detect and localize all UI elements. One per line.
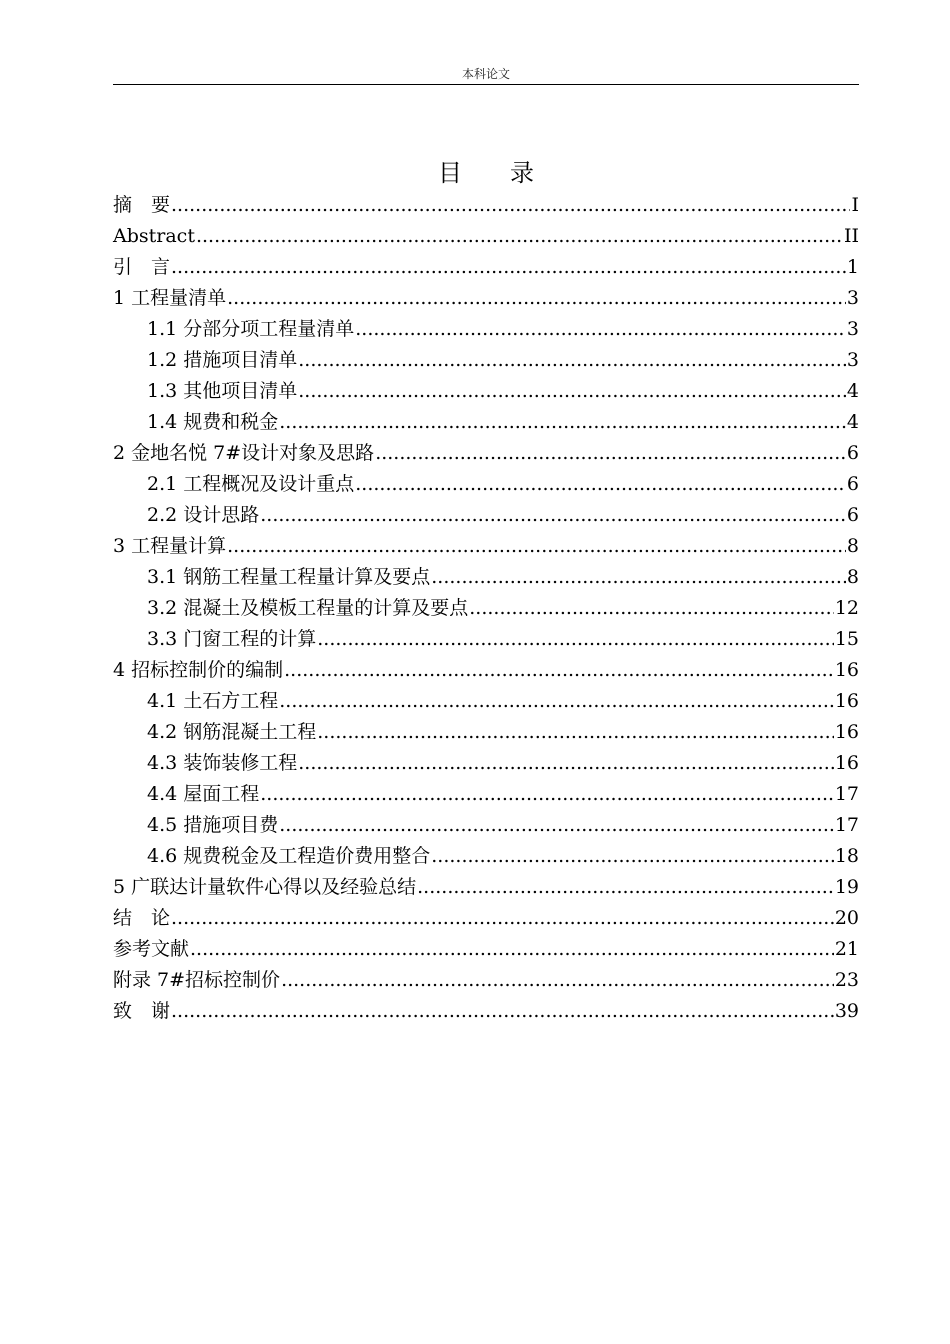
toc-entry-page-number: 8 (846, 566, 859, 588)
toc-entry[interactable] (113, 438, 859, 469)
toc-entry[interactable] (113, 841, 859, 872)
toc-dot-leader (298, 345, 846, 376)
toc-entry-label: Abstract (113, 225, 195, 247)
toc-dot-leader (171, 190, 850, 221)
toc-entry-label: 致 谢 (113, 1000, 171, 1022)
toc-entry-page-number: 3 (846, 318, 859, 340)
toc-entry-label: 1.1 分部分项工程量清单 (147, 318, 355, 340)
toc-dot-leader (171, 252, 846, 283)
toc-entry[interactable] (113, 283, 859, 314)
toc-dot-leader (227, 283, 846, 314)
toc-entry[interactable] (113, 500, 859, 531)
toc-entry-page-number: 6 (846, 473, 859, 495)
toc-entry-page-number: 17 (834, 814, 859, 836)
toc-dot-leader (196, 221, 843, 252)
toc-entry-page-number: 23 (834, 969, 859, 991)
toc-entry-page-number: 39 (834, 1000, 859, 1022)
toc-entry-page-number: 16 (834, 752, 859, 774)
toc-entry-label: 2.1 工程概况及设计重点 (147, 473, 355, 495)
toc-entry-label: 3.2 混凝土及模板工程量的计算及要点 (147, 597, 469, 619)
toc-entry-label: 3.1 钢筋工程量工程量计算及要点 (147, 566, 431, 588)
toc-entry-page-number: 16 (834, 659, 859, 681)
toc-dot-leader (281, 965, 834, 996)
toc-entry-label: 附录 7#招标控制价 (113, 969, 281, 991)
toc-entry-page-number: 15 (834, 628, 859, 650)
toc-entry-page-number: 19 (834, 876, 859, 898)
toc-entry[interactable] (113, 562, 859, 593)
toc-dot-leader (284, 655, 834, 686)
toc-entry-label: 5 广联达计量软件心得以及经验总结 (113, 876, 417, 898)
toc-dot-leader (279, 407, 846, 438)
toc-entry-label: 3.3 门窗工程的计算 (147, 628, 317, 650)
toc-entry-label: 4.6 规费税金及工程造价费用整合 (147, 845, 431, 867)
table-of-contents (113, 190, 859, 1027)
toc-entry-label: 3 工程量计算 (113, 535, 227, 557)
toc-entry[interactable] (113, 314, 859, 345)
toc-dot-leader (298, 376, 846, 407)
toc-dot-leader (355, 314, 846, 345)
toc-entry-page-number: 21 (834, 938, 859, 960)
toc-entry-page-number: 17 (834, 783, 859, 805)
toc-entry-page-number: 16 (834, 721, 859, 743)
toc-entry[interactable] (113, 531, 859, 562)
toc-entry[interactable] (113, 996, 859, 1027)
toc-entry-label: 1 工程量清单 (113, 287, 227, 309)
toc-entry-label: 2 金地名悦 7#设计对象及思路 (113, 442, 375, 464)
toc-dot-leader (260, 779, 834, 810)
toc-entry-label: 参考文献 (113, 938, 190, 960)
toc-entry-page-number: 1 (846, 256, 859, 278)
toc-entry-label: 4.2 钢筋混凝土工程 (147, 721, 317, 743)
toc-entry[interactable] (113, 686, 859, 717)
toc-entry-page-number: 4 (846, 411, 859, 433)
toc-entry-label: 1.2 措施项目清单 (147, 349, 298, 371)
toc-entry[interactable] (113, 934, 859, 965)
toc-dot-leader (279, 810, 834, 841)
toc-entry-label: 4.5 措施项目费 (147, 814, 279, 836)
page-header: 本科论文 (461, 67, 510, 81)
toc-entry-page-number: I (851, 194, 859, 216)
toc-entry-label: 4.3 装饰装修工程 (147, 752, 298, 774)
toc-entry-page-number: 4 (846, 380, 859, 402)
toc-dot-leader (279, 686, 834, 717)
header-divider (113, 84, 859, 85)
toc-entry-page-number: 3 (846, 349, 859, 371)
toc-dot-leader (190, 934, 834, 965)
toc-entry-page-number: 6 (846, 442, 859, 464)
toc-dot-leader (171, 996, 834, 1027)
toc-entry-label: 1.3 其他项目清单 (147, 380, 298, 402)
toc-dot-leader (171, 903, 834, 934)
toc-entry-label: 引 言 (113, 256, 171, 278)
toc-entry[interactable] (113, 717, 859, 748)
toc-dot-leader (417, 872, 834, 903)
toc-dot-leader (375, 438, 846, 469)
toc-entry[interactable] (113, 376, 859, 407)
toc-dot-leader (317, 717, 834, 748)
toc-entry-page-number: 12 (834, 597, 859, 619)
toc-dot-leader (227, 531, 846, 562)
toc-entry[interactable] (113, 903, 859, 934)
toc-dot-leader (431, 562, 846, 593)
toc-dot-leader (355, 469, 846, 500)
toc-entry[interactable] (113, 593, 859, 624)
toc-entry-label: 1.4 规费和税金 (147, 411, 279, 433)
toc-entry[interactable] (113, 345, 859, 376)
toc-entry-page-number: 3 (846, 287, 859, 309)
toc-dot-leader (431, 841, 834, 872)
toc-entry[interactable] (113, 810, 859, 841)
toc-entry[interactable] (113, 872, 859, 903)
toc-entry[interactable] (113, 221, 859, 252)
toc-entry[interactable] (113, 748, 859, 779)
toc-entry[interactable] (113, 965, 859, 996)
toc-entry-label: 摘 要 (113, 194, 171, 216)
toc-entry-label: 4.1 土石方工程 (147, 690, 279, 712)
toc-dot-leader (469, 593, 834, 624)
toc-entry-label: 4 招标控制价的编制 (113, 659, 284, 681)
toc-entry-label: 结 论 (113, 907, 171, 929)
toc-entry[interactable] (113, 469, 859, 500)
toc-entry-page-number: 16 (834, 690, 859, 712)
toc-dot-leader (260, 500, 846, 531)
toc-dot-leader (317, 624, 834, 655)
toc-dot-leader (298, 748, 834, 779)
toc-entry[interactable] (113, 779, 859, 810)
toc-entry-page-number: 20 (834, 907, 859, 929)
toc-entry-label: 2.2 设计思路 (147, 504, 260, 526)
toc-entry-page-number: 6 (846, 504, 859, 526)
toc-entry[interactable] (113, 407, 859, 438)
toc-title: 目 录 (438, 159, 534, 187)
toc-entry-page-number: 18 (834, 845, 859, 867)
toc-entry[interactable] (113, 252, 859, 283)
toc-entry-page-number: 8 (846, 535, 859, 557)
toc-entry-label: 4.4 屋面工程 (147, 783, 260, 805)
toc-entry[interactable] (113, 190, 859, 221)
toc-entry[interactable] (113, 624, 859, 655)
toc-entry[interactable] (113, 655, 859, 686)
toc-entry-page-number: II (843, 225, 859, 247)
